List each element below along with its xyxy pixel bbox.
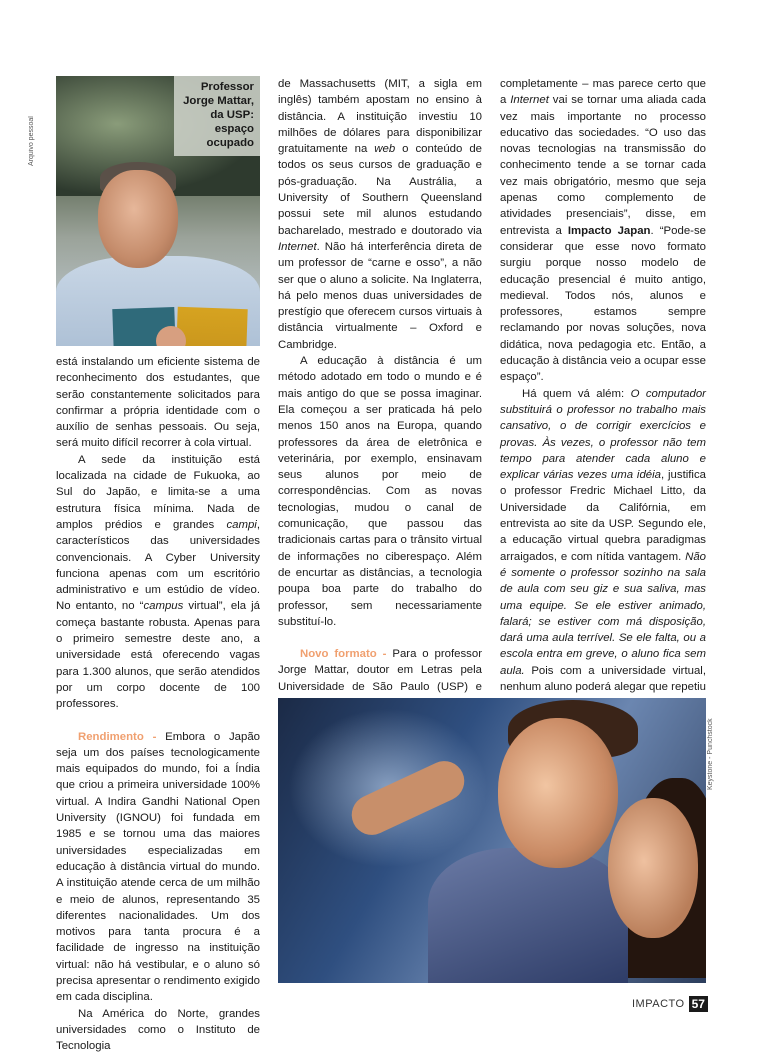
caption-line: ocupado	[206, 137, 254, 149]
paragraph: Novo formato - Para o professor Jorge Mattar, doutor em Letras pela Universidade de São Paulo (USP) e	[278, 648, 482, 693]
caption-line: Professor	[200, 81, 254, 93]
page-number: 57	[689, 996, 708, 1012]
caption-line: espaço	[214, 123, 254, 135]
photo-head	[98, 170, 178, 268]
students-photo	[278, 698, 706, 983]
photo-caption	[174, 76, 260, 156]
photo-face-boy	[498, 718, 618, 868]
photo-credit: Keystone - Punchstock	[707, 718, 714, 790]
paragraph: está instalando um eficiente sistema de reconhecimento dos estudantes, que serão constantemente solicitados para confirmar a própria identidade com o auxílio de senhas pessoais. Ou seja, será muito difícil recorrer à cola virtual.	[56, 356, 260, 450]
section-kicker: Novo formato -	[300, 648, 387, 661]
page-footer	[632, 996, 708, 1012]
caption-line: da USP:	[210, 109, 254, 121]
column-3	[500, 76, 706, 777]
paragraph: Há quem vá além: O computador substituirá o professor no trabalho mais cansativo, o de corrigir exercícios e provas. Às vezes, o professor não tem tempo para atender cada aluno e explicar várias vezes uma idéia, justifica o professor Fredric Michael Litto, da Universidade da Califórnia, em entrevista ao site da USP. Segundo ele, a educação virtual quebra paradigmas arraigados, e com nítida vantagem. Não é somente o professor sozinho na sala de aula com seu giz e sua saliva, mas uma equipe. Se ele estiver animado, falará; se estiver com má disposição, dará uma aula terrível. Se ele falta, ou a escola entra em greve, o aluno fica sem aula. Pois com a universidade virtual, nenhum aluno poderá alegar que repetiu	[500, 386, 706, 777]
paragraph: Na América do Norte, grandes universidades como o Instituto de Tecnologia	[56, 1007, 260, 1053]
caption-line: Jorge Mattar,	[183, 95, 254, 107]
photo-credit: Arquivo pessoal	[28, 116, 35, 166]
paragraph: A sede da instituição está localizada na cidade de Fukuoka, ao Sul do Japão, e limita-se a uma estrutura física mínima. Nada de amplos prédios e grandes campi, característicos das universidades convencionais. A Cyber University funciona apenas com um escritório administrativo e um estúdio de vídeo. No entanto, no “campus virtual”, ela já começa bastante robusta. Apenas para o primeiro semestre deste ano, a universidade está oferecendo vagas para 1.300 alunos, que serão atendidos por um corpo docente de 100 professores.	[56, 453, 261, 711]
magazine-name: IMPACTO	[632, 998, 685, 1010]
paragraph: completamente – mas parece certo que a Internet vai se tornar uma aliada cada vez mais importante no processo educativo das sociedades. “O uso das novas tecnologias na transmissão do conhecimento tende a se tornar cada vez mais obrigatório, mesmo que seja apenas como complemento de atividades presenciais”, disse, em entrevista a Impacto Japan. “Pode-se considerar que esse novo formato surgiu porque nosso modelo de educação presencial é muito antigo, medieval. Todos nós, alunos e professores, estamos sempre reclamando por novas soluções, nova didática, nova pedagogia etc. Então, a educação à distância veio a ocupar esse espaço”.	[500, 78, 706, 384]
section-kicker: Rendimento -	[78, 730, 157, 743]
photo-face-girl	[608, 798, 698, 938]
column-2	[278, 76, 482, 776]
paragraph: A educação à distância é um método adotado em todo o mundo e é mais antigo do que se possa imaginar. Ela começou a ser praticada há pelo menos 150 anos na Europa, quando professores da área de eletrônica e veterinária, por exemplo, ensinavam seus alunos por meio de correspondências. Com as novas tecnologias, mudou o canal de comunicação, que passou das tradicionais cartas para o trânsito virtual de informações no ciberespaço. Além de encurtar as distâncias, a tecnologia poupa boa parte do trabalho do professor, sem necessariamente substituí-lo.	[278, 355, 482, 628]
column-1	[56, 354, 260, 1054]
paragraph: Rendimento - Embora o Japão seja um dos países tecnologicamente mais equipados do mundo, foi a Índia que criou a primeira universidade 100% virtual. A Indira Gandhi National Open University (IGNOU) foi fundada em 1985 e se tornou uma das maiores universidades especializadas em educação à distância virtual do mundo. A instituição atende cerca de um milhão e meio de alunos, representando 35 diferentes nacionalidades. Um dos motivos para tanta procura é a facilidade de ingresso na instituição virtual: não há vestibular, e o aluno só precisa apresentar o rendimento exigido em cada disciplina.	[56, 730, 260, 1004]
paragraph: de Massachusetts (MIT, a sigla em inglês) também apostam no ensino à distância. A instituição investiu 10 milhões de dólares para disponibilizar gratuitamente na web o conteúdo de todos os seus cursos de graduação e pós-graduação. Na Austrália, a University of Southern Queensland possui sete mil alunos estudando bacharelado, mestrado e doutorado via Internet. Não há interferência direta de um professor de “carne e osso”, a não ser que o aluno a solicite. Na Inglaterra, há pelo menos duas universidades de prestígio que oferecem cursos virtuais à distância virtualmente – Oxford e Cambridge.	[278, 78, 482, 351]
photo-body	[428, 848, 628, 983]
